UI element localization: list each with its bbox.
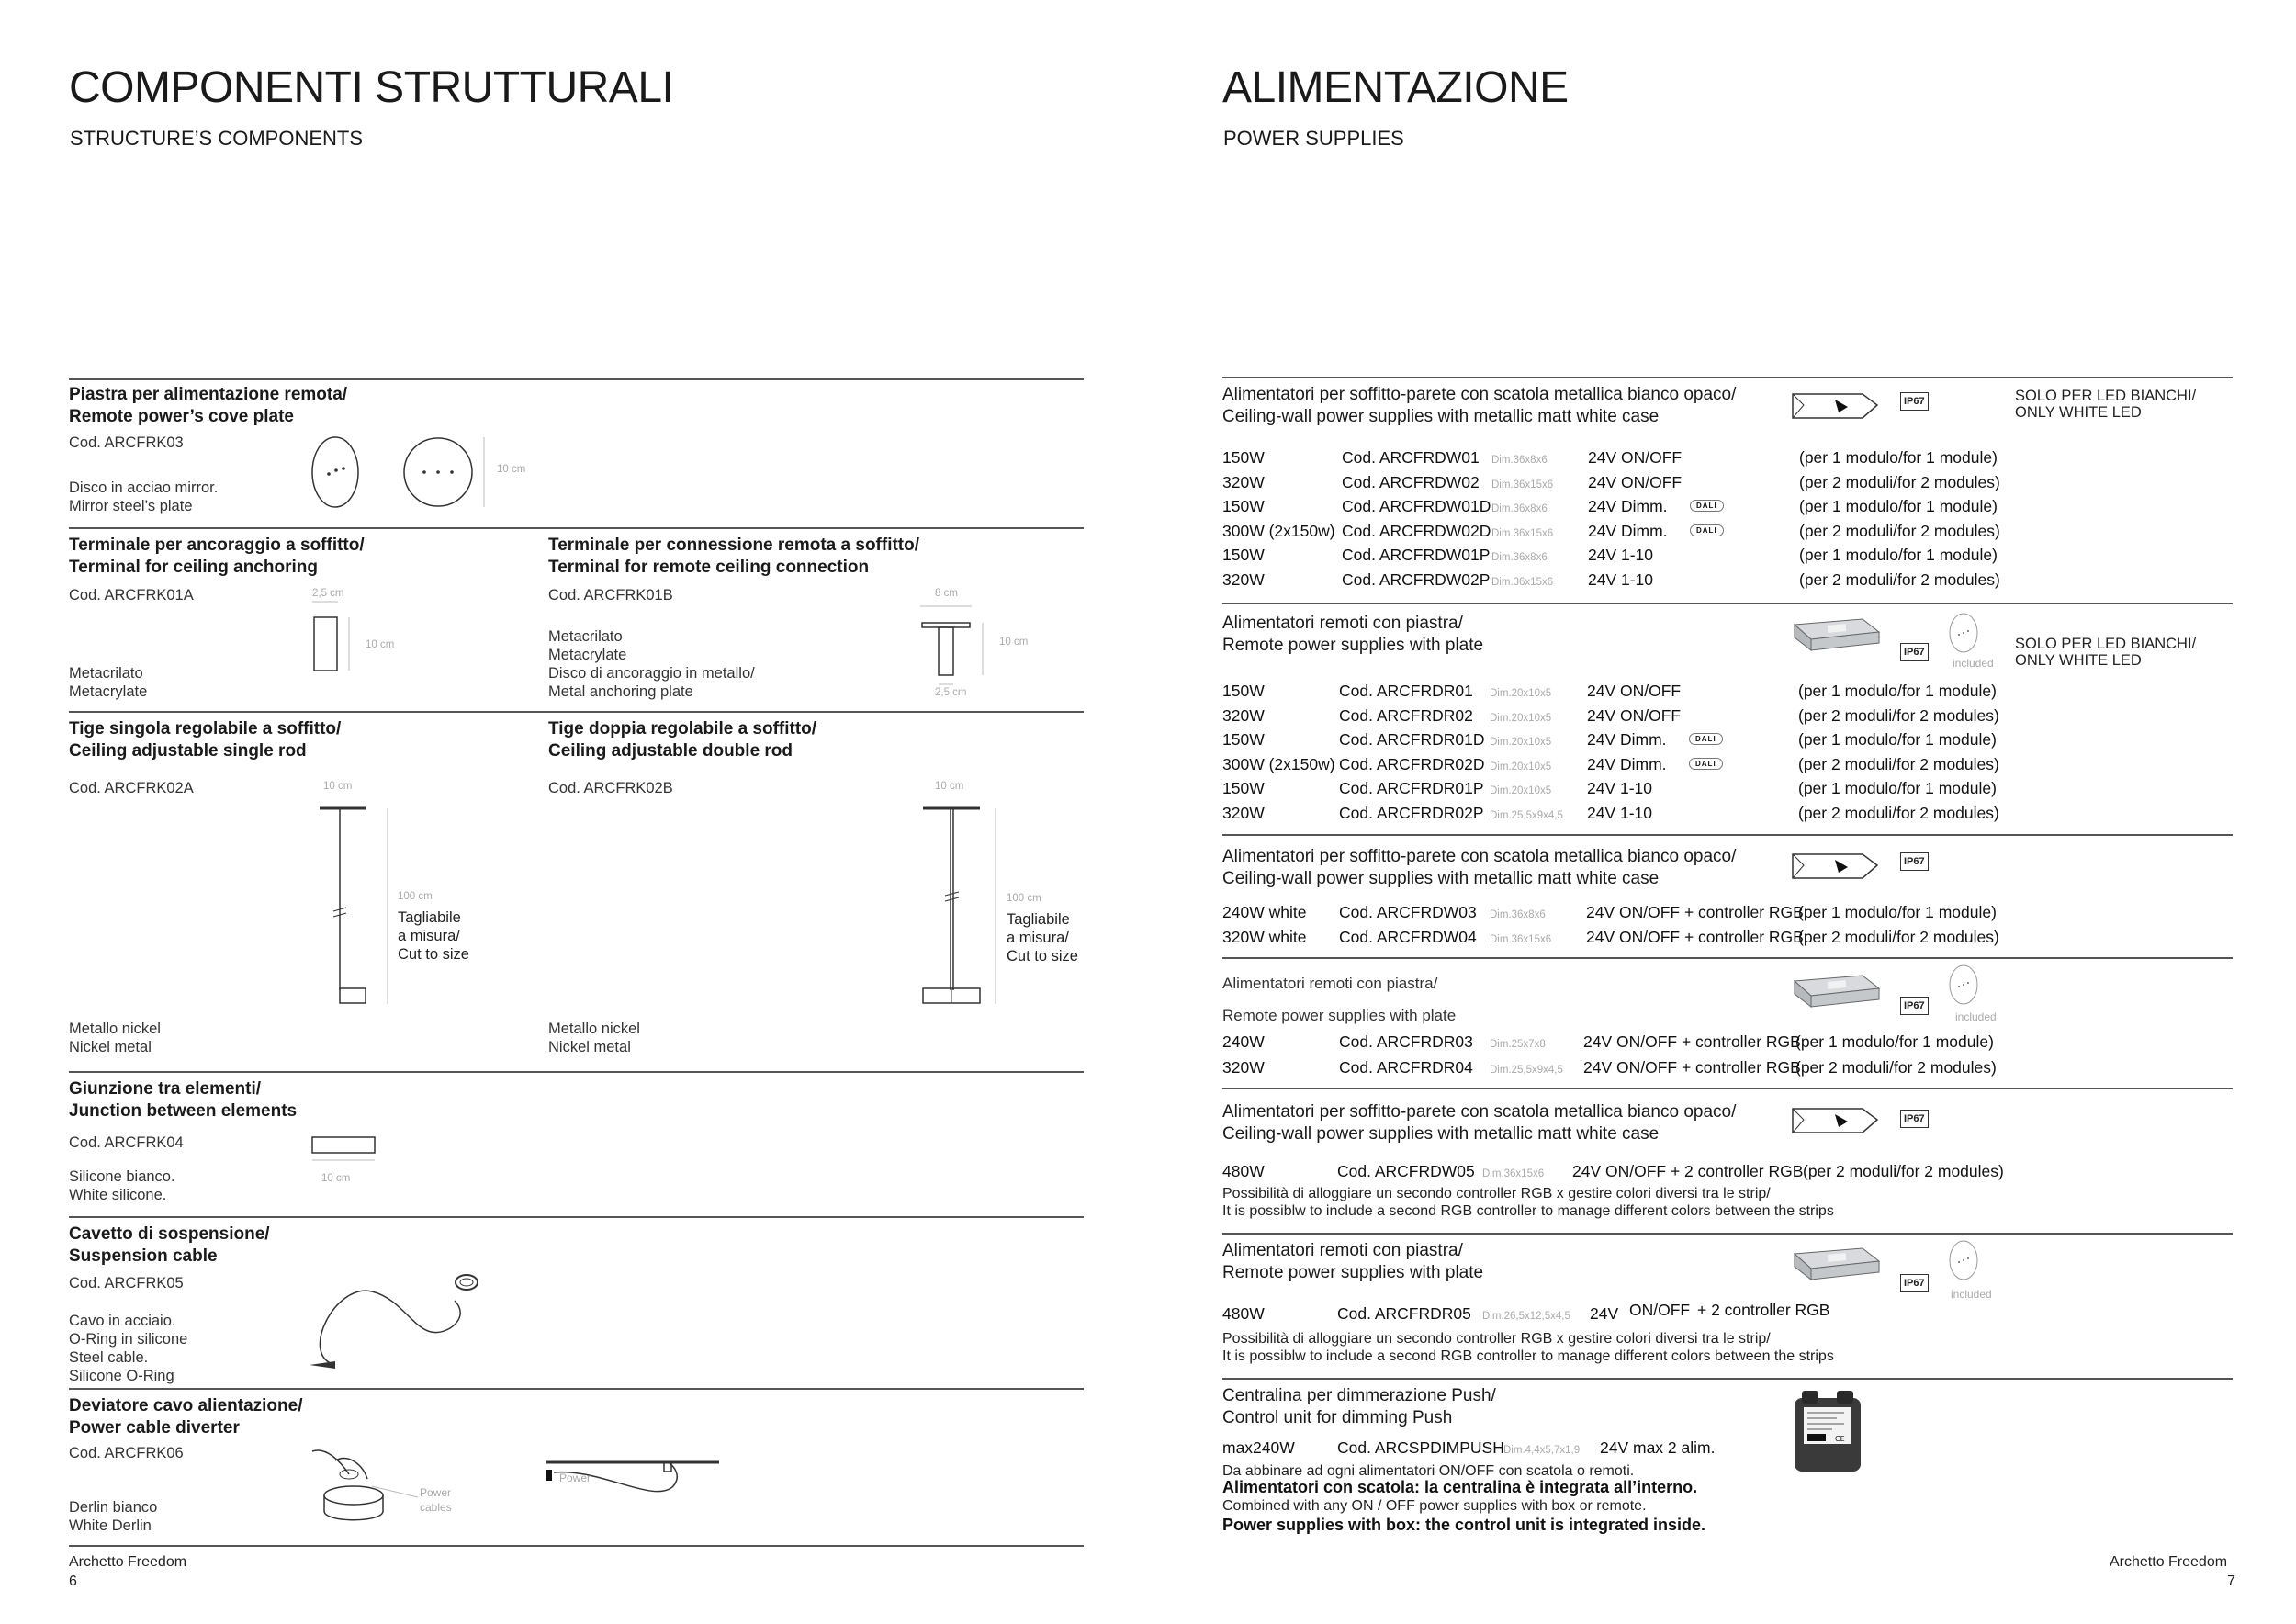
divider — [69, 1545, 1084, 1547]
metal-case-icon — [1791, 387, 1883, 423]
section-heading: Alimentatori remoti con piastra/ Remote power supplies with plate — [1222, 975, 1457, 1024]
section-heading: Centralina per dimmerazione Push/ Control unit for dimming Push — [1222, 1386, 1496, 1427]
dimension-label: 2,5 cm — [312, 588, 344, 599]
dimension-label: 8 cm — [935, 588, 958, 599]
spec-modules: (per 2 moduli/for 2 modules) — [1799, 472, 2000, 491]
material-text: Derlin bianco White Derlin — [69, 1499, 158, 1534]
page-title-right: ALIMENTAZIONE — [1222, 63, 1569, 112]
divider — [69, 378, 1084, 380]
spec-code: Cod. ARCFRDR01 — [1339, 682, 1473, 700]
spec-dimensions: Dim.25x7x8 — [1490, 1039, 1546, 1050]
spec-modules: (per 2 moduli/for 2 modules) — [1795, 1058, 1997, 1077]
material-text: Metallo nickel Nickel metal — [548, 1021, 640, 1055]
note-text: Possibilità di alloggiare un secondo controller RGB x gestire colori diversi tra le strip/ It is possiblw to include a second RGB controller to manage different colors between the strips — [1222, 1186, 1834, 1219]
control-unit-notes: Da abbinare ad ogni alimentatori ON/OFF con scatola o remoti. Alimentatori con scatola: la centralina è integrata all’interno. Combined with any ON / OFF power supplies with box or remote. Power supplies with box: the control unit is integrated inside. — [1222, 1463, 1706, 1534]
spec-modules: (per 2 moduli/for 2 modules) — [1798, 754, 1999, 773]
spec-row — [1222, 681, 2233, 705]
spec-modules: (per 2 moduli/for 2 modules) — [1798, 705, 1999, 725]
ip67-badge: IP67 — [1900, 1274, 1929, 1292]
spec-modules: (per 1 modulo/for 1 module) — [1799, 497, 1998, 515]
terminal-drawing — [310, 602, 356, 680]
dimension-label: 100 cm — [398, 891, 433, 902]
ip67-badge: IP67 — [1900, 643, 1929, 661]
product-code: Cod. ARCFRK03 — [69, 434, 184, 451]
remote-supply-icon — [1791, 1245, 1883, 1281]
section-heading: Alimentatori remoti con piastra/ Remote power supplies with plate — [1222, 1241, 1484, 1282]
spec-row: 480W Cod. ARCFRDR05 Dim.26,5x12,5x4,5 24V ON/OFF + 2 controller RGB — [1222, 1301, 1830, 1323]
spec-wattage: 320W — [1222, 705, 1265, 725]
spec-code: Cod. ARCFRDR01D — [1339, 730, 1485, 749]
spec-wattage: 320W — [1222, 472, 1265, 491]
spec-code: Cod. ARCFRDW04 — [1339, 927, 1477, 946]
spec-dimensions: Dim.20x10x5 — [1490, 737, 1552, 748]
spec-row — [1222, 1032, 2233, 1057]
double-rod-drawing — [918, 797, 1010, 1009]
page-number: 6 — [69, 1573, 77, 1589]
spec-voltage: 24V Dimm. — [1587, 730, 1667, 749]
divider — [1222, 377, 2233, 378]
spec-code: Cod. ARCFRDW01D — [1342, 497, 1491, 515]
spec-dimensions: Dim.36x8x6 — [1491, 455, 1548, 466]
plate-included-icon — [1948, 964, 1985, 1010]
spec-row — [1222, 927, 2233, 952]
spec-row — [1222, 496, 2233, 521]
product-code: Cod. ARCFRK04 — [69, 1134, 184, 1151]
dali-badge: DALI — [1689, 733, 1723, 745]
spec-row: max240W Cod. ARCSPDIMPUSH Dim.4,4x5,7x1,9 24V max 2 alim. — [1222, 1438, 1716, 1457]
page-subtitle-right: POWER SUPPLIES — [1223, 127, 1404, 150]
spec-modules: (per 2 moduli/for 2 modules) — [1799, 521, 2000, 540]
material-text: Silicone bianco. White silicone. — [69, 1168, 175, 1203]
section-heading: Giunzione tra elementi/ Junction between elements — [69, 1079, 298, 1121]
spec-voltage: 24V 1-10 — [1587, 779, 1653, 797]
plate-side-drawing — [308, 435, 363, 518]
spec-row — [1222, 754, 2233, 779]
dimension-label: 2,5 cm — [935, 687, 967, 698]
spec-wattage: 150W — [1222, 546, 1265, 564]
spec-dimensions: Dim.25,5x9x4,5 — [1490, 1065, 1563, 1076]
plate-included-icon — [1948, 613, 1985, 659]
spec-code: Cod. ARCFRDW02P — [1342, 570, 1491, 589]
divider — [69, 1388, 1084, 1390]
white-led-note: SOLO PER LED BIANCHI/ ONLY WHITE LED — [2015, 388, 2197, 421]
section-heading: Terminale per ancoraggio a soffitto/ Terminal for ceiling anchoring — [69, 536, 365, 577]
dimension-label: 100 cm — [1007, 893, 1041, 904]
section-heading: Alimentatori per soffitto-parete con scatola metallica bianco opaco/ Ceiling-wall power supplies with metallic matt white case — [1222, 847, 1737, 888]
spec-dimensions: Dim.36x15x6 — [1491, 527, 1554, 539]
spec-modules: (per 1 modulo/for 1 module) — [1798, 779, 1997, 797]
metal-case-icon — [1791, 847, 1883, 884]
divider — [1222, 834, 2233, 836]
spec-wattage: 240W white — [1222, 903, 1307, 921]
section-heading: Alimentatori remoti con piastra/ Remote power supplies with plate — [1222, 614, 1484, 655]
plate-included-icon — [1948, 1240, 1985, 1286]
section-heading: Tige doppia regolabile a soffitto/ Ceiling adjustable double rod — [548, 719, 817, 761]
product-code: Cod. ARCFRK02A — [69, 780, 194, 796]
suspension-cable-drawing — [308, 1273, 491, 1379]
included-label: included — [1951, 1288, 1992, 1301]
spec-dimensions: Dim.36x15x6 — [1491, 576, 1554, 588]
section-heading: Tige singola regolabile a soffitto/ Ceiling adjustable single rod — [69, 719, 342, 761]
spec-row — [1222, 902, 2233, 927]
terminal-remote-drawing — [918, 606, 1001, 689]
dali-badge: DALI — [1689, 758, 1723, 770]
spec-row — [1222, 705, 2233, 730]
spec-wattage: 150W — [1222, 497, 1265, 515]
product-code: Cod. ARCFRK02B — [548, 780, 673, 796]
spec-wattage: 150W — [1222, 448, 1265, 467]
spec-voltage: 24V 1-10 — [1588, 570, 1654, 589]
divider — [69, 711, 1084, 713]
spec-wattage: 240W — [1222, 1032, 1265, 1051]
spec-dimensions: Dim.36x8x6 — [1491, 503, 1548, 514]
cut-to-size-note: Tagliabile a misura/ Cut to size — [1007, 911, 1078, 964]
spec-wattage: 300W (2x150w) — [1222, 754, 1335, 773]
spec-voltage: 24V Dimm. — [1588, 497, 1668, 515]
spec-code: Cod. ARCFRDR03 — [1339, 1032, 1473, 1051]
spec-voltage: 24V ON/OFF + controller RGB — [1586, 903, 1804, 921]
divider — [1222, 1378, 2233, 1380]
spec-wattage: 320W white — [1222, 927, 1307, 946]
spec-wattage: 150W — [1222, 779, 1265, 797]
footer-brand: Archetto Freedom — [2110, 1554, 2228, 1570]
spec-wattage: 320W — [1222, 570, 1265, 589]
spec-voltage: 24V ON/OFF + controller RGB — [1586, 927, 1804, 946]
product-code: Cod. ARCFRK01B — [548, 587, 673, 603]
spec-code: Cod. ARCFRDW01P — [1342, 546, 1491, 564]
spec-row — [1222, 803, 2233, 828]
spec-row — [1222, 729, 2233, 754]
section-heading: Terminale per connessione remota a soffitto/ Terminal for remote ceiling connection — [548, 536, 920, 577]
spec-wattage: 320W — [1222, 803, 1265, 822]
spec-modules: (per 2 moduli/for 2 modules) — [1799, 570, 2000, 589]
spec-row — [1222, 1057, 2233, 1083]
power-cables-label: Power cables — [420, 1486, 452, 1514]
product-code: Cod. ARCFRK06 — [69, 1445, 184, 1461]
divider — [1222, 1233, 2233, 1235]
remote-supply-icon — [1791, 972, 1883, 1009]
divider — [1222, 603, 2233, 604]
spec-code: Cod. ARCFRDR02D — [1339, 754, 1485, 773]
spec-modules: (per 1 modulo/for 1 module) — [1795, 1032, 1994, 1051]
spec-modules: (per 1 modulo/for 1 module) — [1798, 903, 1997, 921]
dali-badge: DALI — [1690, 500, 1724, 512]
ip67-badge: IP67 — [1900, 1110, 1929, 1128]
single-rod-drawing — [320, 797, 393, 1009]
cable-diverter-drawing — [308, 1442, 427, 1534]
spec-voltage: 24V ON/OFF — [1588, 448, 1683, 467]
spec-dimensions: Dim.20x10x5 — [1490, 785, 1552, 796]
spec-row — [1222, 521, 2233, 546]
plate-front-drawing — [401, 435, 484, 518]
included-label: included — [1955, 1010, 1997, 1023]
divider — [69, 527, 1084, 529]
spec-code: Cod. ARCFRDR02P — [1339, 803, 1484, 822]
spec-code: Cod. ARCFRDR01P — [1339, 779, 1484, 797]
spec-dimensions: Dim.20x10x5 — [1490, 761, 1552, 773]
section-heading: Alimentatori per soffitto-parete con scatola metallica bianco opaco/ Ceiling-wall power supplies with metallic matt white case — [1222, 1102, 1737, 1144]
material-text: Disco in acciao mirror. Mirror steel’s plate — [69, 479, 219, 514]
spec-voltage: 24V ON/OFF + controller RGB — [1583, 1032, 1801, 1051]
spec-wattage: 320W — [1222, 1058, 1265, 1077]
spec-code: Cod. ARCFRDW02D — [1342, 521, 1491, 540]
spec-dimensions: Dim.36x15x6 — [1491, 479, 1554, 491]
spec-row — [1222, 447, 2233, 472]
page-subtitle-left: STRUCTURE’S COMPONENTS — [70, 127, 364, 150]
spec-voltage: 24V ON/OFF — [1587, 705, 1682, 725]
product-code: Cod. ARCFRK01A — [69, 587, 194, 603]
divider — [1222, 957, 2233, 959]
page-number: 7 — [2227, 1573, 2235, 1589]
ip67-badge: IP67 — [1900, 852, 1929, 871]
spec-modules: (per 2 moduli/for 2 modules) — [1798, 803, 1999, 822]
note-text: Possibilità di alloggiare un secondo controller RGB x gestire colori diversi tra le strip/ It is possiblw to include a second RGB controller to manage different colors between the strips — [1222, 1331, 1834, 1364]
spec-wattage: 150W — [1222, 682, 1265, 700]
metal-case-icon — [1791, 1101, 1883, 1138]
diverter-side-drawing — [545, 1459, 728, 1514]
spec-row — [1222, 472, 2233, 497]
spec-row — [1222, 778, 2233, 803]
divider — [69, 1216, 1084, 1218]
spec-voltage: 24V Dimm. — [1587, 754, 1667, 773]
section-heading: Deviatore cavo alientazione/ Power cable diverter — [69, 1396, 303, 1438]
included-label: included — [1953, 657, 1994, 670]
dimension-label: 10 cm — [366, 639, 395, 650]
spec-modules: (per 1 modulo/for 1 module) — [1799, 546, 1998, 564]
spec-modules: (per 1 modulo/for 1 module) — [1799, 448, 1998, 467]
spec-dimensions: Dim.36x8x6 — [1491, 552, 1548, 563]
remote-supply-icon — [1791, 615, 1883, 652]
divider — [1222, 1088, 2233, 1089]
dali-badge: DALI — [1690, 524, 1724, 536]
dimension-label: 10 cm — [935, 781, 964, 792]
spec-voltage: 24V ON/OFF — [1587, 682, 1682, 700]
svg-text:CE: CE — [1835, 1435, 1845, 1443]
spec-voltage: 24V Dimm. — [1588, 521, 1668, 540]
dimension-label: 10 cm — [999, 637, 1029, 648]
junction-drawing — [310, 1135, 379, 1163]
spec-voltage: 24V 1-10 — [1588, 546, 1654, 564]
dimension-label: 10 cm — [497, 464, 526, 475]
material-text: Metacrilato Metacrylate Disco di ancoraggio in metallo/ Metal anchoring plate — [548, 628, 755, 700]
spec-code: Cod. ARCFRDW02 — [1342, 472, 1480, 491]
spec-modules: (per 1 modulo/for 1 module) — [1798, 730, 1997, 749]
spec-row — [1222, 545, 2233, 570]
spec-voltage: 24V 1-10 — [1587, 803, 1653, 822]
material-text: Cavo in acciaio. O-Ring in silicone Steel cable. Silicone O-Ring — [69, 1313, 188, 1384]
cut-to-size-note: Tagliabile a misura/ Cut to size — [398, 909, 469, 963]
spec-dimensions: Dim.36x15x6 — [1490, 933, 1552, 945]
spec-modules: (per 1 modulo/for 1 module) — [1798, 682, 1997, 700]
power-label: Power — [559, 1472, 591, 1484]
spec-modules: (per 2 moduli/for 2 modules) — [1798, 927, 1999, 946]
spec-voltage: 24V ON/OFF + controller RGB — [1583, 1058, 1801, 1077]
material-text: Metacrilato Metacrylate — [69, 665, 148, 700]
material-text: Metallo nickel Nickel metal — [69, 1021, 161, 1055]
spec-code: Cod. ARCFRDR02 — [1339, 705, 1473, 725]
footer-brand: Archetto Freedom — [69, 1554, 187, 1570]
spec-dimensions: Dim.36x8x6 — [1490, 909, 1546, 920]
spec-row — [1222, 570, 2233, 594]
spec-dimensions: Dim.25,5x9x4,5 — [1490, 809, 1563, 821]
section-heading: Cavetto di sospensione/ Suspension cable — [69, 1224, 270, 1266]
ip67-badge: IP67 — [1900, 997, 1929, 1015]
ip67-badge: IP67 — [1900, 392, 1929, 411]
spec-row: 480W Cod. ARCFRDW05 Dim.36x15x6 24V ON/OFF + 2 controller RGB (per 2 moduli/for 2 modules) — [1222, 1162, 2004, 1180]
divider — [69, 1071, 1084, 1073]
spec-code: Cod. ARCFRDW01 — [1342, 448, 1480, 467]
dimension-label: 10 cm — [323, 781, 353, 792]
spec-dimensions: Dim.20x10x5 — [1490, 712, 1552, 724]
spec-voltage: 24V ON/OFF — [1588, 472, 1683, 491]
page-title-left: COMPONENTI STRUTTURALI — [69, 63, 674, 112]
spec-dimensions: Dim.20x10x5 — [1490, 688, 1552, 699]
spec-code: Cod. ARCFRDW03 — [1339, 903, 1477, 921]
spec-wattage: 300W (2x150w) — [1222, 521, 1335, 540]
spec-wattage: 150W — [1222, 730, 1265, 749]
white-led-note: SOLO PER LED BIANCHI/ ONLY WHITE LED — [2015, 636, 2197, 669]
spec-code: Cod. ARCFRDR04 — [1339, 1058, 1473, 1077]
section-heading: Piastra per alimentazione remota/ Remote power’s cove plate — [69, 385, 348, 426]
product-code: Cod. ARCFRK05 — [69, 1275, 184, 1291]
section-heading: Alimentatori per soffitto-parete con scatola metallica bianco opaco/ Ceiling-wall power supplies with metallic matt white case — [1222, 385, 1737, 426]
dimension-label: 10 cm — [321, 1173, 351, 1184]
